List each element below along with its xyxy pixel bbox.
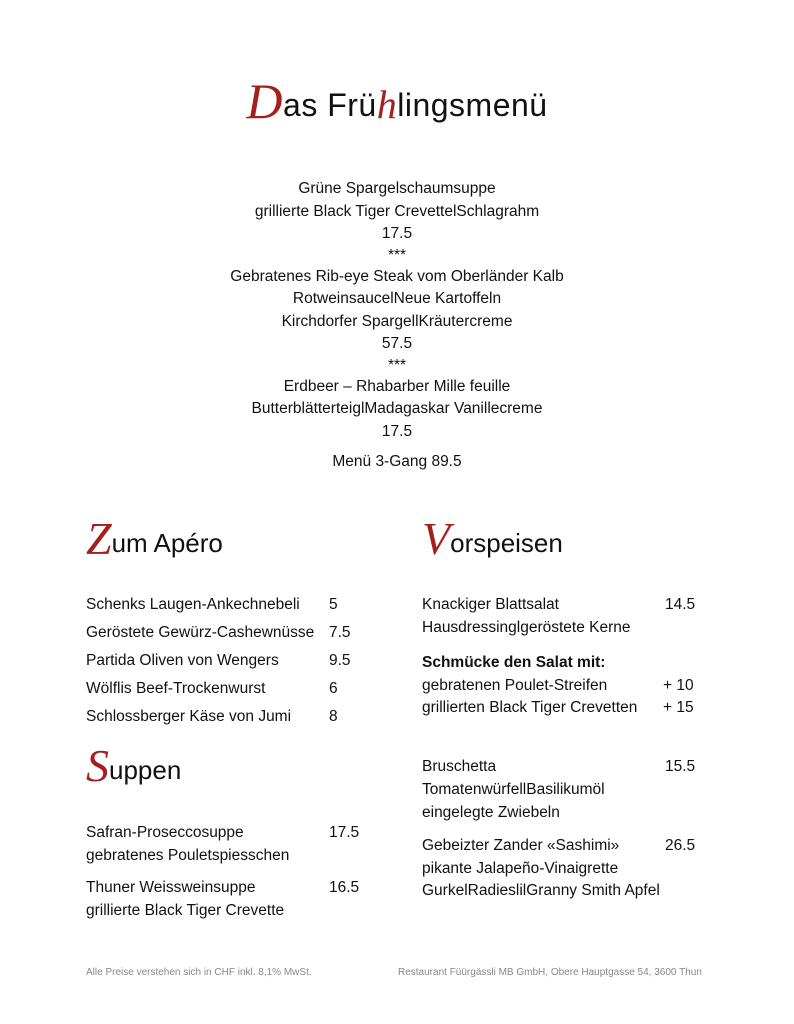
menu-line: grillierte Black Tiger CrevettelSchlagrahm	[254, 202, 540, 220]
menu-line: Erdbeer – Rhabarber Mille feuille	[283, 377, 511, 395]
menu-total: Menü 3-Gang 89.5	[332, 453, 462, 470]
menu-line: Kirchdorfer SpargellKräutercreme	[281, 312, 513, 330]
item-name: Schenks Laugen-Ankechnebeli	[86, 596, 300, 613]
item-desc: gebratenes Pouletspiesschen	[86, 847, 290, 864]
heading-initial: Z	[86, 513, 112, 564]
item-desc: GurkelRadieslilGranny Smith Apfel	[422, 882, 660, 899]
section-heading-suppen	[86, 739, 181, 792]
heading-initial: V	[422, 513, 451, 564]
item-name: Geröstete Gewürz-Cashewnüsse	[86, 624, 315, 641]
item-desc: eingelegte Zwiebeln	[422, 804, 560, 821]
menu-price: 57.5	[381, 335, 413, 352]
addon-price: + 10	[663, 677, 694, 694]
separator: ***	[387, 356, 407, 374]
heading-initial: S	[86, 740, 109, 791]
title-text: lingsmenü	[397, 87, 548, 123]
item-price: 15.5	[665, 758, 696, 775]
heading-text: um Apéro	[111, 528, 223, 558]
item-name: Wölflis Beef-Trockenwurst	[86, 680, 266, 697]
addon-name: gebratenen Poulet-Streifen	[422, 677, 608, 694]
title-initial: D	[246, 73, 284, 129]
addon-name: grillierten Black Tiger Crevetten	[422, 699, 638, 716]
menu-line: Gebratenes Rib-eye Steak vom Oberländer Kalb	[230, 267, 564, 285]
footer-vat-note: Alle Preise verstehen sich in CHF inkl. 8,1% MwSt.	[86, 967, 312, 978]
page-title	[0, 72, 794, 130]
footer-address: Restaurant Füürgässli MB GmbH, Obere Hauptgasse 54, 3600 Thun	[398, 967, 702, 978]
item-name: Thuner Weissweinsuppe	[86, 879, 256, 896]
menu-line: RotweinsaucelNeue Kartoffeln	[292, 290, 502, 307]
item-price: 9.5	[329, 652, 351, 669]
addon-price: + 15	[663, 699, 694, 716]
title-text: as Frü	[283, 87, 377, 123]
item-name: Schlossberger Käse von Jumi	[86, 708, 292, 725]
item-price: 16.5	[329, 879, 360, 896]
item-price: 8	[329, 708, 338, 725]
item-price: 14.5	[665, 596, 696, 613]
item-price: 17.5	[329, 824, 360, 841]
item-price: 26.5	[665, 837, 696, 854]
addons-title: Schmücke den Salat mit:	[422, 654, 606, 671]
item-desc: grillierte Black Tiger Crevette	[86, 902, 285, 919]
item-name: Partida Oliven von Wengers	[86, 652, 279, 669]
separator: ***	[387, 246, 407, 264]
heading-text: uppen	[109, 755, 182, 785]
section-heading-apero	[86, 512, 223, 565]
heading-text: orspeisen	[450, 528, 563, 558]
item-desc: pikante Jalapeño-Vinaigrette	[422, 860, 619, 877]
item-name: Knackiger Blattsalat	[422, 596, 559, 613]
item-name: Gebeizter Zander «Sashimi»	[422, 837, 620, 854]
item-name: Safran-Proseccosuppe	[86, 824, 244, 841]
title-decorative-letter: h	[376, 82, 398, 127]
section-heading-vorspeisen	[422, 512, 563, 565]
item-desc: Hausdressinglgeröstete Kerne	[422, 619, 631, 636]
item-desc: TomatenwürfellBasilikumöl	[422, 781, 605, 798]
menu-price: 17.5	[381, 422, 413, 440]
item-name: Bruschetta	[422, 758, 497, 775]
item-price: 7.5	[329, 624, 351, 641]
menu-line: Grüne Spargelschaumsuppe	[298, 180, 496, 197]
item-price: 6	[329, 680, 338, 697]
menu-price: 17.5	[381, 225, 413, 242]
spring-menu	[0, 178, 794, 474]
item-price: 5	[329, 596, 338, 613]
menu-line: ButterblätterteiglMadagaskar Vanillecreme	[251, 400, 543, 417]
